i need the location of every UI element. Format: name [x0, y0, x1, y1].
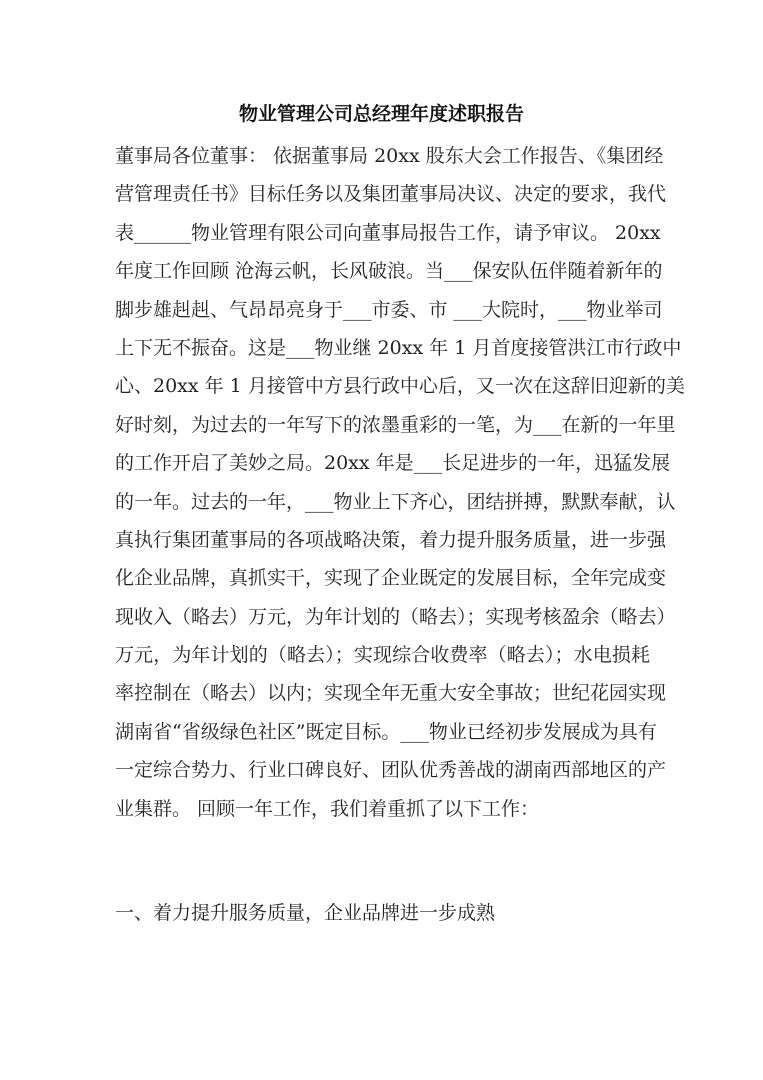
body-line: 年度工作回顾 沧海云帆，长风破浪。当___保安队伍伴随着新年的 [115, 260, 663, 283]
body-line: 率控制在（略去）以内；实现全年无重大安全事故；世纪花园实现 [115, 682, 667, 705]
document-body [115, 137, 685, 828]
body-line: 的工作开启了美妙之局。20xx 年是___长足进步的一年，迅猛发展 [115, 452, 671, 475]
body-line: 的一年。过去的一年，___物业上下齐心，团结拼搏，默默奉献，认 [115, 490, 676, 513]
body-line: 脚步雄赳赳、气昂昂亮身于___市委、市 ___大院时，___物业举司 [115, 298, 663, 321]
body-line: 现收入（略去）万元，为年计划的（略去）；实现考核盈余（略去） [115, 605, 676, 628]
body-line: 营管理责任书》目标任务以及集团董事局决议、决定的要求，我代 [115, 183, 667, 206]
body-line: 万元，为年计划的（略去）；实现综合收费率（略去）；水电损耗 [115, 644, 650, 667]
body-line: 上下无不振奋。这是___物业继 20xx 年 1 月首度接管洪江市行政中 [115, 336, 682, 359]
body-line: 董事局各位董事： 依据董事局 20xx 股东大会工作报告、《集团经 [115, 145, 664, 167]
body-line: 心、20xx 年 1 月接管中方县行政中心后，又一次在这辞旧迎新的美 [115, 375, 685, 398]
body-line: 化企业品牌，真抓实干，实现了企业既定的发展目标，全年完成变 [115, 567, 667, 590]
body-line: 真执行集团董事局的各项战略决策，着力提升服务质量，进一步强 [115, 528, 667, 551]
section-heading: 一、着力提升服务质量，企业品牌进一步成熟 [115, 902, 496, 924]
document-title: 物业管理公司总经理年度述职报告 [238, 103, 524, 125]
body-line: 湖南省“省级绿色社区”既定目标。___物业已经初步发展成为具有 [115, 720, 657, 743]
body-line: 一定综合势力、行业口碑良好、团队优秀善战的湖南西部地区的产 [115, 759, 667, 782]
body-line: 业集群。 回顾一年工作，我们着重抓了以下工作： [115, 797, 540, 820]
body-line: 好时刻，为过去的一年写下的浓墨重彩的一笔，为___在新的一年里 [115, 413, 676, 436]
body-line: 表______物业管理有限公司向董事局报告工作，请予审议。 20xx [115, 221, 661, 244]
